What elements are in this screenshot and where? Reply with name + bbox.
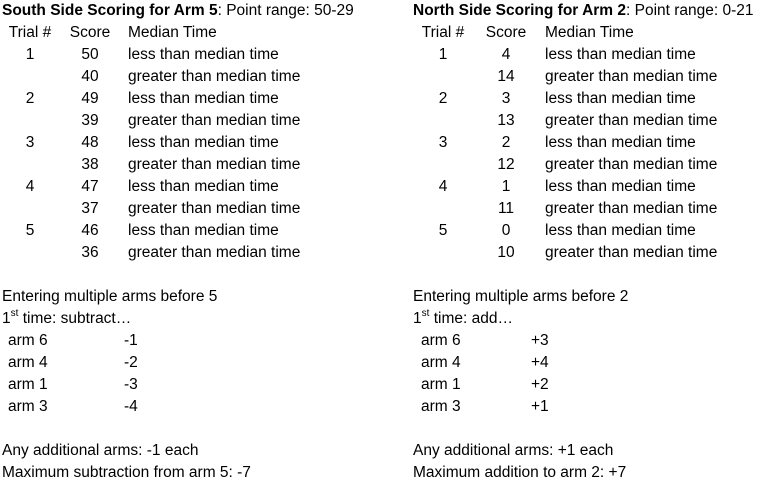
table-row [413,110,717,132]
score-header: Score [69,24,111,41]
table-row [413,132,717,154]
arm-name: arm 6 [8,332,48,349]
table-row [2,132,300,154]
first-sup: st [10,307,19,319]
first-rest: time: add… [429,310,513,327]
time-cell: less than median time [545,178,696,195]
time-cell: greater than median time [545,244,718,261]
table-row [2,154,300,176]
trial-cell [2,242,58,264]
time-cell: greater than median time [128,112,301,129]
table-row [2,88,300,110]
table-row [413,154,717,176]
trial-cell: 3 [438,134,448,151]
trial-cell [413,66,473,88]
trial-cell: 4 [438,178,448,195]
time-cell: greater than median time [545,68,718,85]
south-additional: Any additional arms: -1 each [2,442,199,459]
arm-value: -4 [124,398,138,415]
arm-value: +2 [531,376,549,393]
north-multi-title: Entering multiple arms before 2 [413,288,629,305]
score-cell: 4 [501,46,511,63]
trial-cell: 4 [25,178,35,195]
score-cell: 12 [497,156,515,173]
first-rest: time: subtract… [18,310,132,327]
arm-row [413,374,549,396]
table-row [413,88,717,110]
north-additional: Any additional arms: +1 each [413,442,614,459]
time-cell: less than median time [545,90,696,107]
score-cell: 10 [497,244,515,261]
trial-cell [413,154,473,176]
table-row [413,242,717,264]
south-multi-title: Entering multiple arms before 5 [2,288,218,305]
table-row [2,242,300,264]
trial-cell [413,198,473,220]
north-score-table [413,22,717,264]
time-cell: greater than median time [545,112,718,129]
trial-header: Trial # [421,24,465,41]
score-cell: 47 [81,178,99,195]
score-cell: 40 [81,68,99,85]
arm-value: +3 [531,332,549,349]
time-cell: greater than median time [128,244,301,261]
time-cell: less than median time [128,90,279,107]
trial-cell [2,110,58,132]
north-title-bold: North Side Scoring for Arm 2 [413,2,627,19]
table-row [413,220,717,242]
score-cell: 0 [501,222,511,239]
arm-row [413,352,549,374]
score-cell: 36 [81,244,99,261]
south-title-rest: : Point range: 50-29 [217,2,354,19]
table-row [2,198,300,220]
trial-header: Trial # [8,24,52,41]
time-cell: greater than median time [128,156,301,173]
score-cell: 11 [497,200,515,217]
time-cell: less than median time [545,46,696,63]
score-cell: 14 [497,68,515,85]
trial-cell: 2 [438,90,448,107]
time-cell: less than median time [128,222,279,239]
arm-row [2,374,138,396]
time-cell: greater than median time [545,200,718,217]
score-cell: 38 [81,156,99,173]
arm-name: arm 3 [421,398,461,415]
time-cell: greater than median time [128,68,301,85]
first-sup: st [421,307,430,319]
trial-cell [2,66,58,88]
arm-row [2,352,138,374]
table-row [413,44,717,66]
north-scoring-section [413,0,775,484]
south-first-time [2,308,402,330]
trial-cell: 2 [25,90,35,107]
median-time-header: Median Time [545,24,634,41]
table-row [2,176,300,198]
trial-cell [413,110,473,132]
score-cell: 49 [81,90,99,107]
spacer [2,418,402,440]
table-header-row [413,22,717,44]
arm-value: -1 [124,332,138,349]
first-num: 1 [413,310,422,327]
arm-name: arm 6 [421,332,461,349]
trial-cell: 5 [438,222,448,239]
table-row [413,66,717,88]
arm-row [413,330,549,352]
trial-cell [2,198,58,220]
arm-value: -2 [124,354,138,371]
score-cell: 46 [81,222,99,239]
arm-row [2,396,138,418]
score-cell: 37 [81,200,99,217]
arm-row [2,330,138,352]
score-cell: 39 [81,112,99,129]
arm-name: arm 1 [421,376,461,393]
arm-value: +4 [531,354,549,371]
north-arms-table [413,330,549,418]
median-time-header: Median Time [128,24,217,41]
arm-value: -3 [124,376,138,393]
north-title-rest: : Point range: 0-21 [626,2,754,19]
trial-cell: 5 [25,222,35,239]
arm-row [413,396,549,418]
trial-cell: 1 [25,46,35,63]
trial-cell: 3 [25,134,35,151]
south-title-bold: South Side Scoring for Arm 5 [2,2,218,19]
time-cell: less than median time [128,134,279,151]
score-cell: 2 [501,134,511,151]
spacer [2,264,402,286]
north-maximum: Maximum addition to arm 2: +7 [413,464,627,481]
table-row [413,198,717,220]
score-cell: 48 [81,134,99,151]
arm-name: arm 4 [421,354,461,371]
table-row [2,44,300,66]
south-score-table [2,22,300,264]
arm-name: arm 3 [8,398,48,415]
arm-value: +1 [531,398,549,415]
trial-cell [413,242,473,264]
score-header: Score [485,24,527,41]
table-row [2,110,300,132]
score-cell: 50 [81,46,99,63]
north-first-time [413,308,775,330]
score-cell: 1 [501,178,511,195]
arm-name: arm 1 [8,376,48,393]
south-maximum: Maximum subtraction from arm 5: -7 [2,464,251,481]
table-row [413,176,717,198]
time-cell: less than median time [128,46,279,63]
score-cell: 13 [497,112,515,129]
spacer [413,418,775,440]
time-cell: less than median time [128,178,279,195]
arm-name: arm 4 [8,354,48,371]
score-cell: 3 [501,90,511,107]
table-header-row [2,22,300,44]
south-scoring-section [2,0,402,484]
south-arms-table [2,330,138,418]
table-row [2,66,300,88]
south-title [2,0,402,22]
trial-cell: 1 [438,46,448,63]
spacer [413,264,775,286]
north-title [413,0,775,22]
table-row [2,220,300,242]
time-cell: less than median time [545,222,696,239]
first-num: 1 [2,310,11,327]
time-cell: greater than median time [128,200,301,217]
trial-cell [2,154,58,176]
time-cell: less than median time [545,134,696,151]
time-cell: greater than median time [545,156,718,173]
